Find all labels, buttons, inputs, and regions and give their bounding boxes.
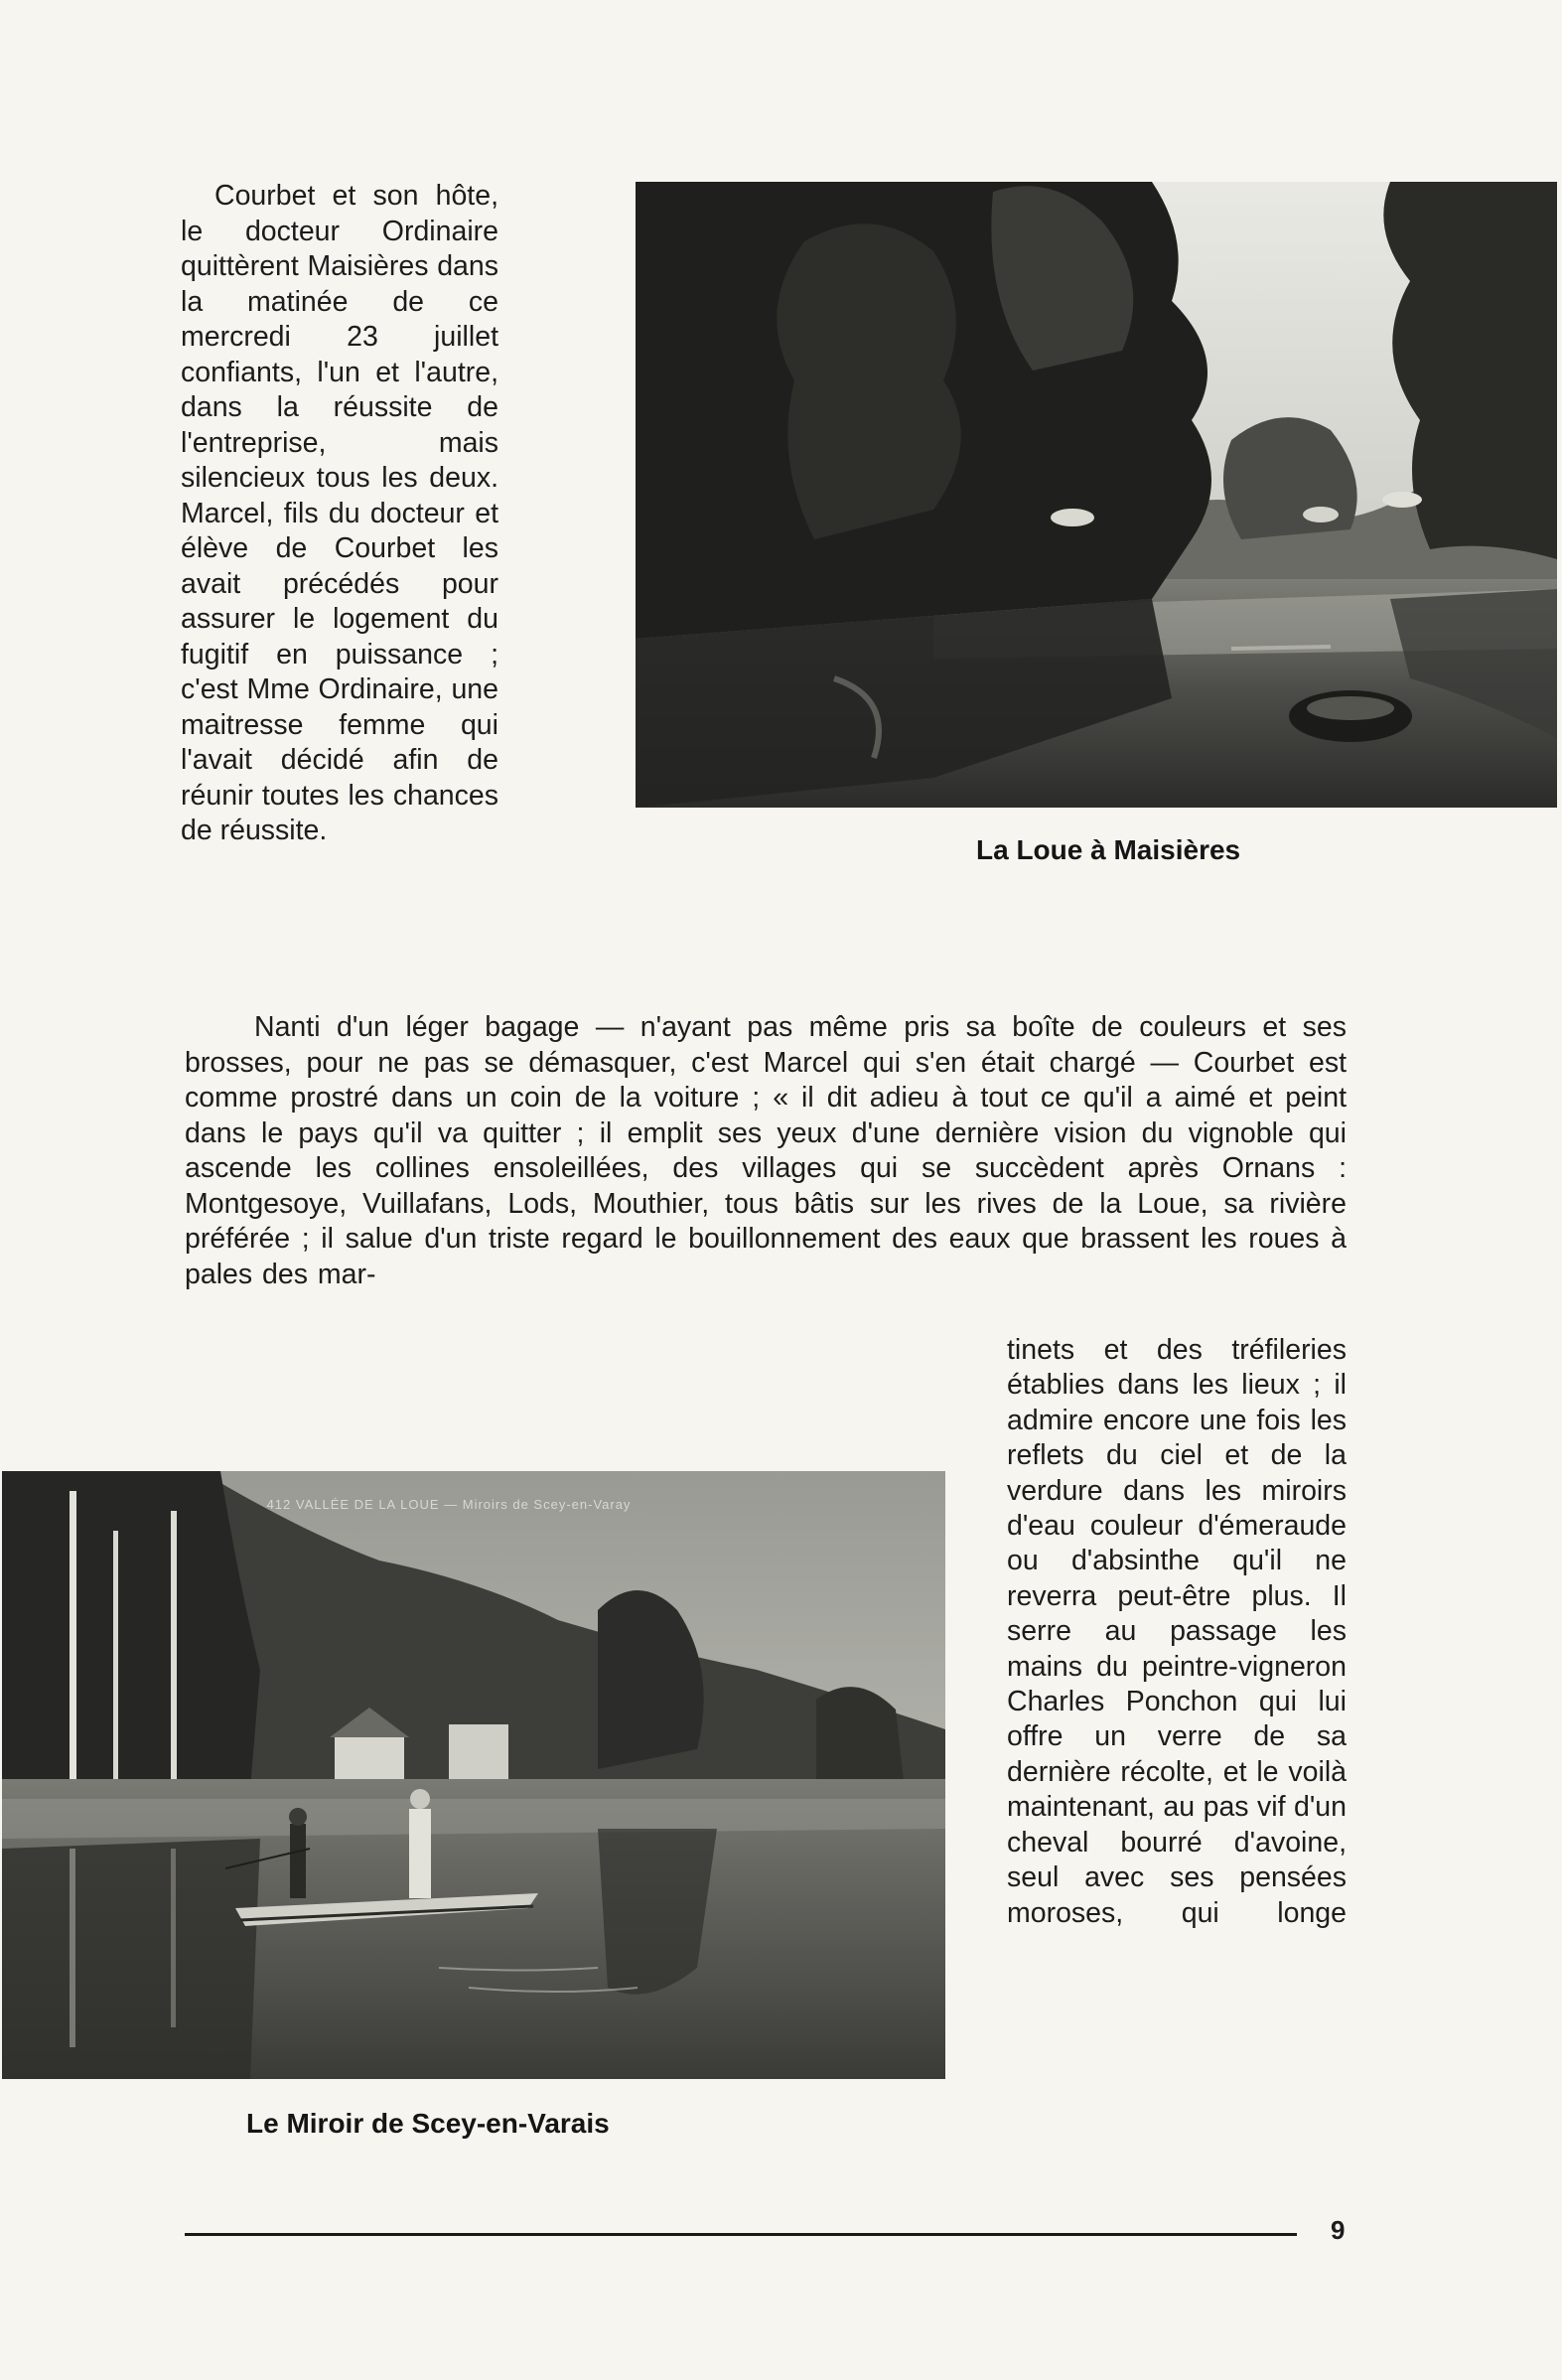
right-column-text: tinets et des tréfileries établies dans les lieux ; il admire encore une fois les reflets du ciel et de la verdure dans les miroirs d'eau couleur d'émeraude ou d'absinthe qu'il ne reverra peut-être plus. Il serre au passage les mains du peintre-vigneron Charles Ponchon qui lui offre un verre de sa dernière récolte, et le voilà maintenant, au pas vif d'un cheval bourré d'avoine, seul avec ses pensées moroses, qui longe xyxy=(1007,1334,1347,1929)
caption-loue-maisieres: La Loue à Maisières xyxy=(976,834,1241,865)
postcard-inscription: 412 VALLÉE DE LA LOUE — Miroirs de Scey-en-Varay xyxy=(266,1497,632,1512)
main-paragraph: Nanti d'un léger bagage — n'ayant pas même pris sa boîte de couleurs et ses brosses, pour ne pas se démasquer, c'est Marcel qui s'en était chargé — Courbet est comme prostré dans un coin de la voiture ; « il dit adieu à tout ce qu'il a aimé et peint dans le pays qu'il va quitter ; il emplit ses yeux d'une dernière vision du vignoble qui ascende les collines ensoleillées, des villages qui se succèdent après Ornans : Montgesoye, Vuillafans, Lods, Mouthier, tous bâtis sur les rives de la Loue, sa rivière préférée ; il salue d'un triste regard le bouillonnement des eaux que brassent les roues à pales des mar- xyxy=(185,1011,1347,1290)
caption-miroir-scey-en-varais: Le Miroir de Scey-en-Varais xyxy=(246,2108,610,2139)
footer-rule xyxy=(185,2233,1297,2236)
page-number: 9 xyxy=(1331,2215,1346,2245)
photo-loue-maisieres xyxy=(636,182,1557,808)
left-column-text: Courbet et son hôte, le docteur Ordinaire quittèrent Maisières dans la matinée de ce mercredi 23 juillet confiants, l'un et l'autre, dans la réussite de l'entreprise, mais silencieux tous les deux. Marcel, fils du docteur et élève de Courbet les avait précédés pour assurer le logement du fugitif en puissance ; c'est Mme Ordinaire, une maitresse femme qui l'avait décidé afin de réunir toutes les chances de réussite. xyxy=(181,180,498,846)
photo-miroir-scey-en-varais xyxy=(2,1471,945,2079)
